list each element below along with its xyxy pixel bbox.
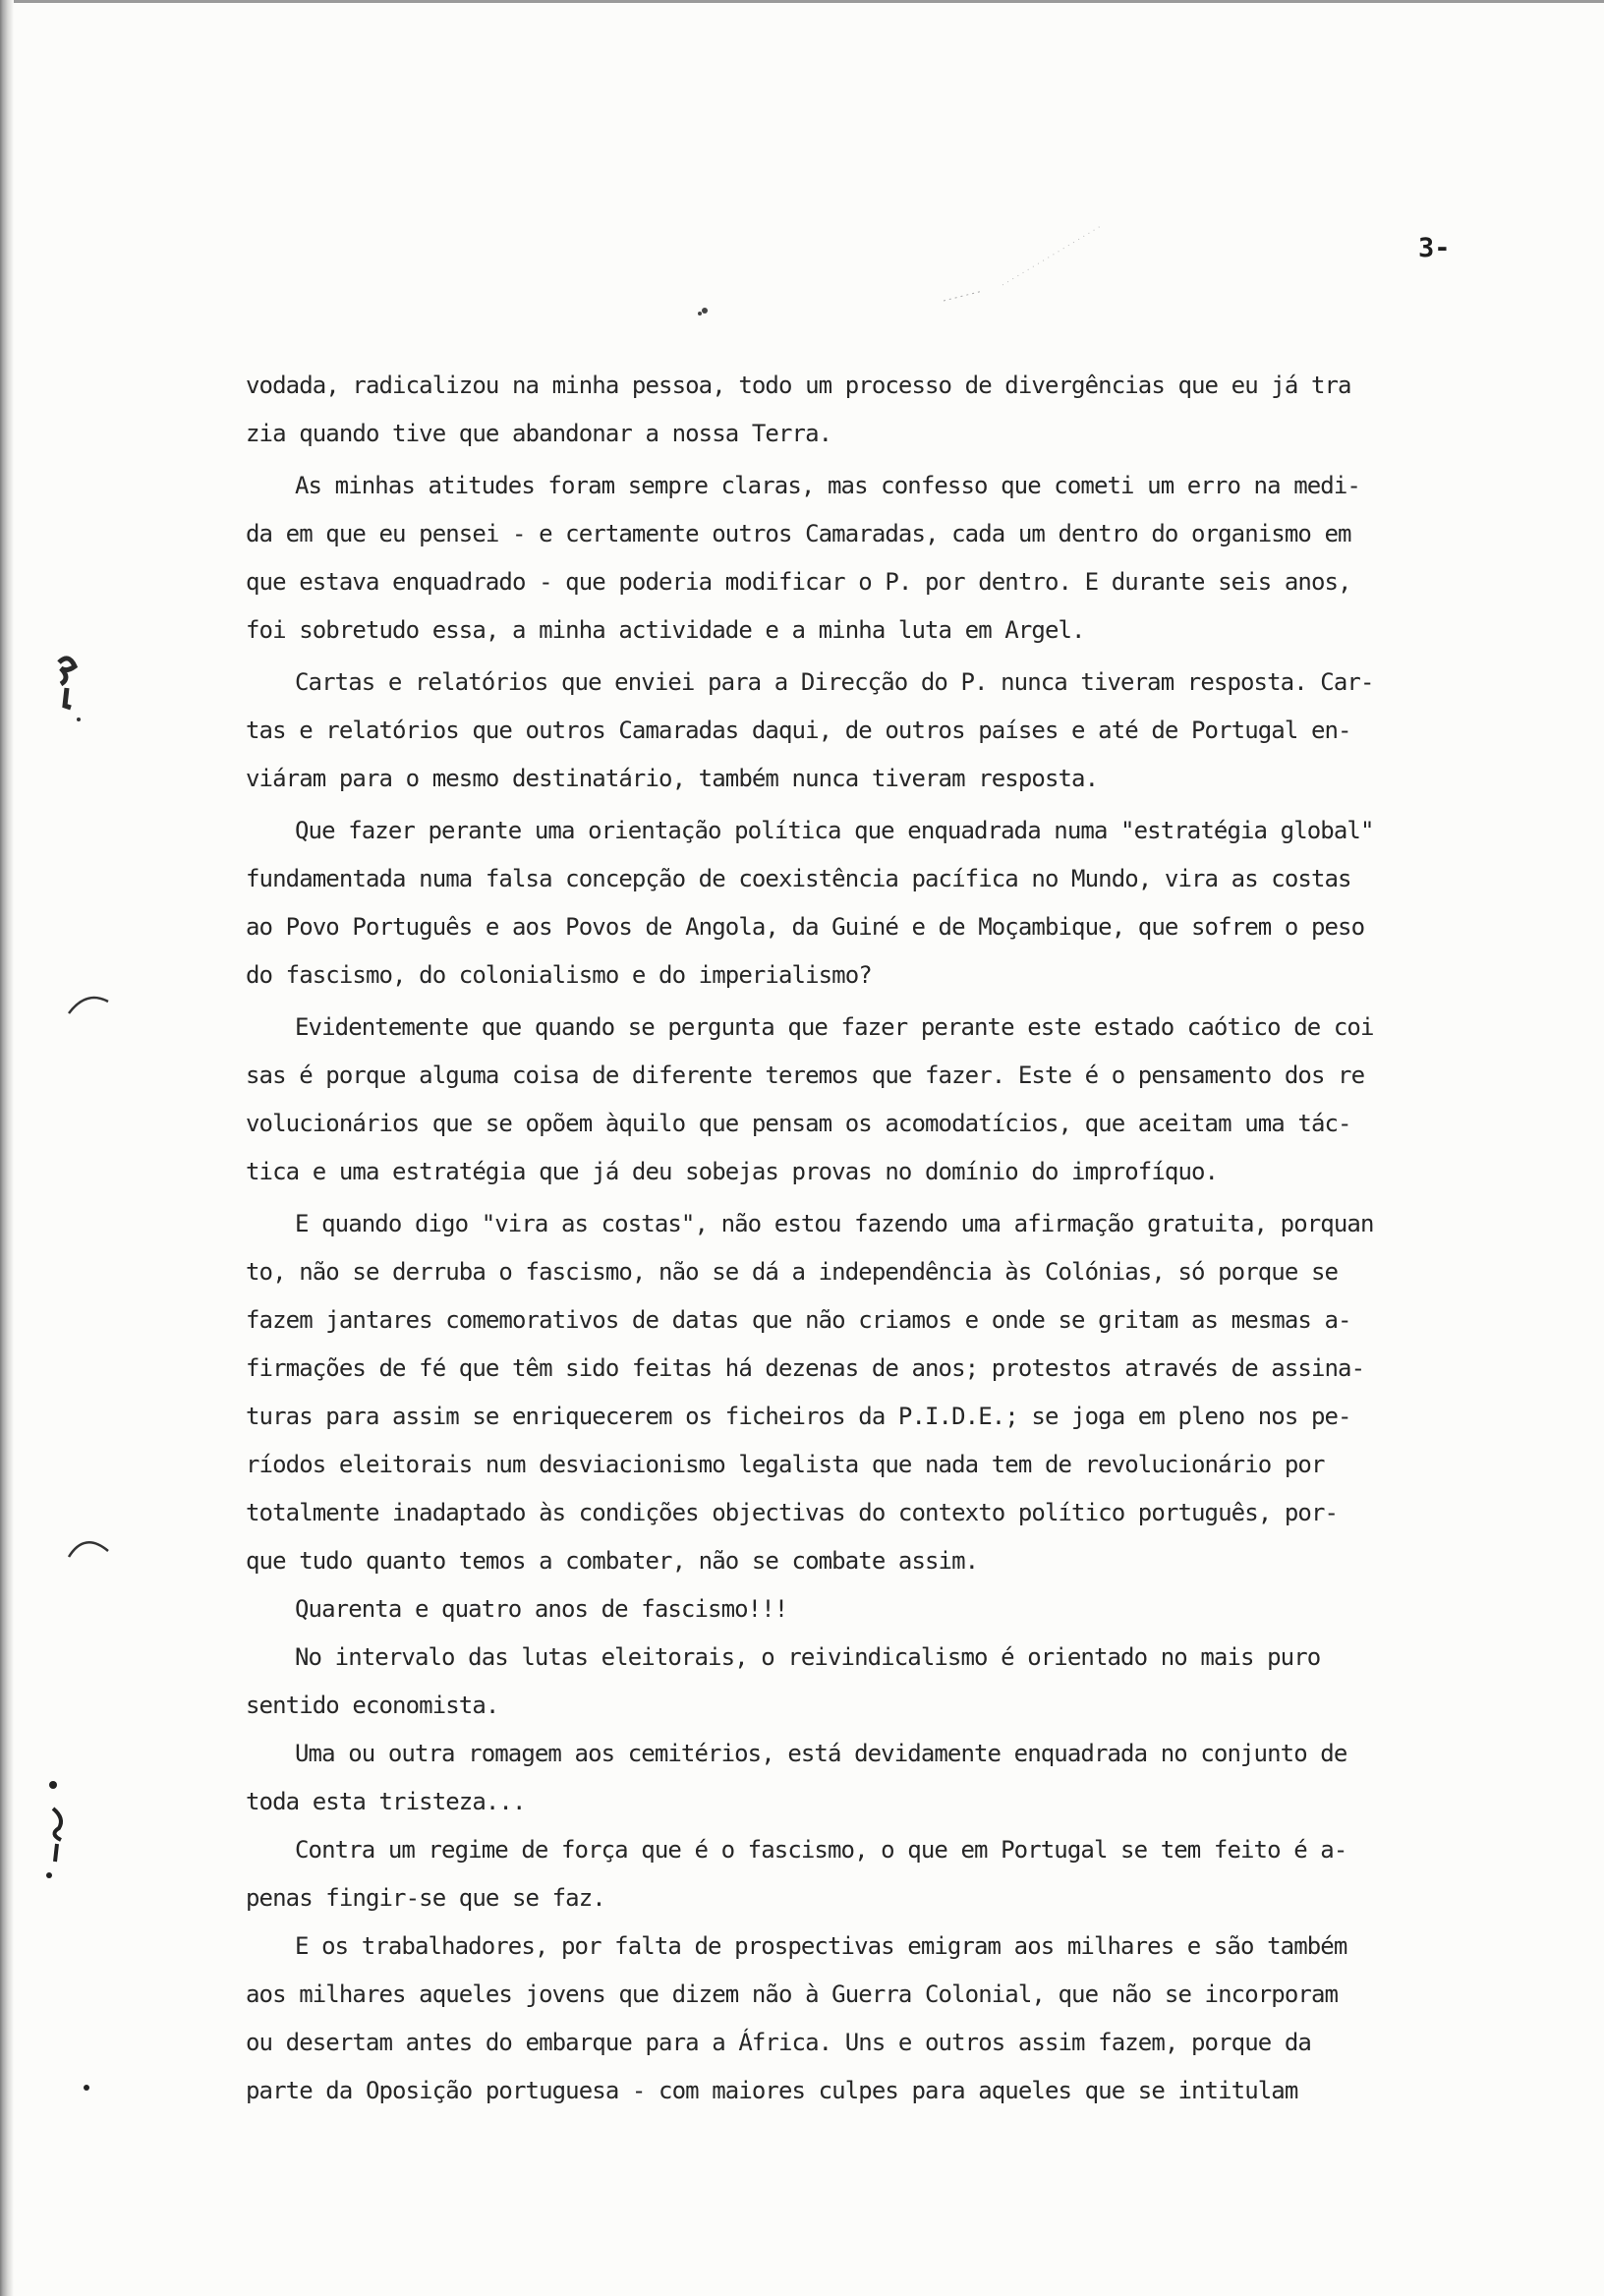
scan-specks [688,206,1120,324]
text-line: aos milhares aqueles jovens que dizem não à Guerra Colonial, que não se incorporam [246,1980,1339,2008]
text-line: Que fazer perante uma orientação política que enquadrada numa "estratégia global" [295,817,1374,844]
text-line: No intervalo das lutas eleitorais, o reivindicalismo é orientado no mais puro [295,1643,1321,1671]
text-line: parte da Oposição portuguesa - com maiores culpes para aqueles que se intitulam [246,2077,1298,2104]
margin-dot [79,2080,98,2099]
text-line: zia quando tive que abandonar a nossa Terra. [246,420,832,447]
text-line: Contra um regime de força que é o fascismo, o que em Portugal se tem feito é a- [295,1836,1347,1864]
text-line: que estava enquadrado - que poderia modificar o P. por dentro. E durante seis anos, [246,568,1351,596]
text-line: tica e uma estratégia que já deu sobejas provas no domínio do improfíquo. [246,1158,1219,1185]
text-line: tas e relatórios que outros Camaradas daqui, de outros países e até de Portugal en- [246,717,1351,744]
text-line: As minhas atitudes foram sempre claras, mas confesso que cometi um erro na medi- [295,472,1360,499]
text-line: que tudo quanto temos a combater, não se combate assim. [246,1547,979,1575]
margin-mark-bottom [39,1779,79,1887]
margin-mark-top [49,649,88,747]
text-line: fazem jantares comemorativos de datas que não criamos e onde se gritam as mesmas a- [246,1306,1351,1334]
page-number: 3- [1418,233,1451,263]
body-text [246,362,1523,2115]
text-line: da em que eu pensei - e certamente outros Camaradas, cada um dentro do organismo em [246,520,1351,547]
text-line: ou desertam antes do embarque para a África. Uns e outros assim fazem, porque da [246,2029,1311,2056]
margin-arc-2 [65,1531,114,1561]
text-line: Uma ou outra romagem aos cemitérios, está devidamente enquadrada no conjunto de [295,1740,1347,1767]
text-line: ríodos eleitorais num desviacionismo legalista que nada tem de revolucionário por [246,1451,1325,1478]
text-line: sas é porque alguma coisa de diferente teremos que fazer. Este é o pensamento dos re [246,1062,1365,1089]
text-line: Evidentemente que quando se pergunta que fazer perante este estado caótico de coi [295,1013,1374,1041]
text-line: vodada, radicalizou na minha pessoa, todo um processo de divergências que eu já tra [246,372,1351,399]
text-line: ao Povo Português e aos Povos de Angola, da Guiné e de Moçambique, que sofrem o peso [246,913,1365,941]
text-line: sentido economista. [246,1692,499,1719]
text-line: Quarenta e quatro anos de fascismo!!! [295,1595,788,1623]
text-line: viáram para o mesmo destinatário, também nunca tiveram resposta. [246,765,1099,792]
text-line: E quando digo "vira as costas", não estou fazendo uma afirmação gratuita, porquan [295,1210,1374,1237]
text-line: foi sobretudo essa, a minha actividade e a minha luta em Argel. [246,616,1085,644]
text-line: firmações de fé que têm sido feitas há dezenas de anos; protestos através de assina- [246,1354,1365,1382]
page-top-edge [0,0,1604,3]
text-line: totalmente inadaptado às condições objectivas do contexto político português, por- [246,1499,1339,1526]
text-line: to, não se derruba o fascismo, não se dá a independência às Colónias, só porque se [246,1258,1339,1286]
text-line: Cartas e relatórios que enviei para a Direcção do P. nunca tiveram resposta. Car- [295,668,1374,696]
text-line: volucionários que se opõem àquilo que pensam os acomodatícios, que aceitam uma tác- [246,1110,1351,1137]
text-line: E os trabalhadores, por falta de prospectivas emigram aos milhares e são também [295,1932,1347,1960]
text-line: do fascismo, do colonialismo e do imperialismo? [246,961,872,989]
text-line: penas fingir-se que se faz. [246,1884,605,1912]
text-line: toda esta tristeza... [246,1788,526,1815]
text-line: fundamentada numa falsa concepção de coexistência pacífica no Mundo, vira as costas [246,865,1351,892]
page-binding-edge [0,0,14,2296]
text-line: turas para assim se enriquecerem os ficheiros da P.I.D.E.; se joga em pleno nos pe- [246,1403,1351,1430]
margin-arc-1 [65,988,114,1017]
